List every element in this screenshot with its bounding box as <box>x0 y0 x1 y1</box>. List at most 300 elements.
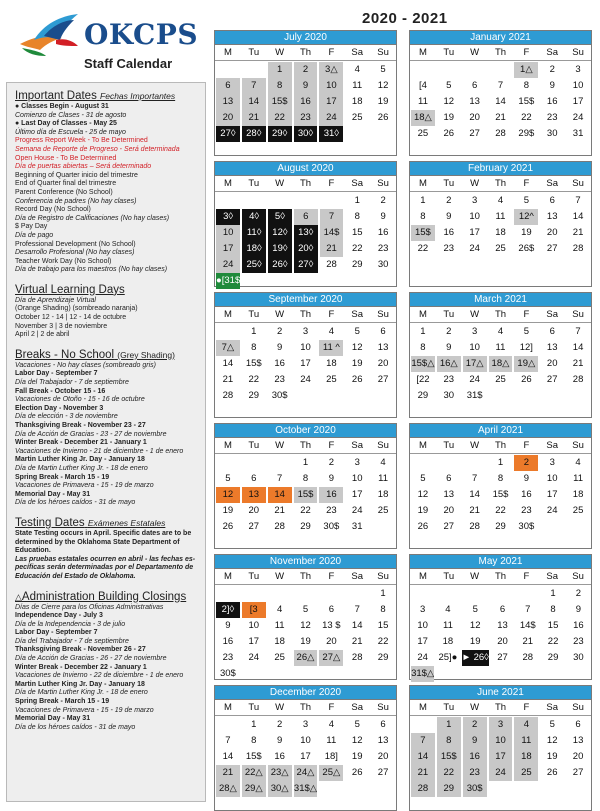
legend-panel <box>6 82 206 802</box>
day-cell: 20 <box>326 636 337 647</box>
empty-day-cell <box>371 519 395 535</box>
day-cell: 8 <box>420 342 426 353</box>
weekday-label: M <box>418 440 427 451</box>
empty-day-cell <box>540 781 564 797</box>
day-cell: 13 <box>443 489 455 500</box>
day-grid <box>215 585 396 682</box>
empty-day-cell <box>436 586 459 602</box>
legend-line: Día de Aprendizaje Virtual <box>15 296 96 304</box>
day-cell: 17 <box>319 94 343 110</box>
day-cell: 8 <box>354 211 360 222</box>
day-cell: 3 <box>471 326 478 337</box>
day-cell: 2 <box>575 588 581 599</box>
day-cell: 10 <box>319 78 343 94</box>
month-calendar <box>409 161 592 287</box>
day-cell: 24 <box>572 112 584 123</box>
day-cell: 17 <box>489 749 513 765</box>
month-title: December 2020 <box>215 686 396 700</box>
weekday-label: F <box>523 178 530 189</box>
day-cell: 6 <box>251 473 257 484</box>
day-cell: 30$ <box>219 668 236 679</box>
day-cell: 12] <box>519 342 533 353</box>
weekday-label: Th <box>494 440 507 451</box>
day-cell: 6 <box>471 80 478 91</box>
day-cell: 2 <box>328 457 334 468</box>
empty-day-cell <box>566 781 590 797</box>
day-cell: 30◊ <box>294 126 318 142</box>
month-calendar <box>214 161 397 287</box>
day-cell: 13 <box>572 735 584 746</box>
day-cell: 22 <box>547 636 559 647</box>
day-cell: 31 <box>572 128 584 139</box>
day-cell: 9 <box>380 211 386 222</box>
day-cell: 15$ <box>245 751 262 762</box>
day-cell: 24 <box>351 505 363 516</box>
day-cell: 2 <box>446 195 452 206</box>
weekday-label: Th <box>494 702 507 713</box>
month-title: August 2020 <box>215 162 396 176</box>
day-cell: 3 <box>354 457 360 468</box>
empty-day-cell <box>437 455 461 471</box>
day-cell: 14 <box>351 620 363 631</box>
day-cell: 28 <box>222 390 234 401</box>
day-cell: 25 <box>495 374 506 385</box>
day-cell: 3 <box>575 64 581 75</box>
day-cell: 17 <box>572 96 584 107</box>
empty-day-cell <box>319 388 343 404</box>
day-cell: 22 <box>352 243 363 254</box>
day-cell: 1 <box>497 457 504 468</box>
empty-day-cell <box>294 193 318 209</box>
day-cell: 11 <box>573 473 583 484</box>
legend-line: Professional Development (No School) <box>15 240 136 248</box>
weekday-label: Su <box>377 571 389 582</box>
legend-line: Parent Conference (No School) <box>15 188 113 196</box>
legend-line: Día de Registro de Calificaciones (No hay clases) <box>15 214 170 222</box>
day-cell: 15$ <box>437 749 461 765</box>
weekday-label: Su <box>572 702 584 713</box>
virtual-learning-heading: Virtual Learning Days <box>15 283 125 296</box>
day-cell: 28 <box>274 521 285 532</box>
day-cell: 19 <box>521 227 532 238</box>
day-cell: 11 <box>514 733 538 749</box>
empty-day-cell <box>437 62 461 78</box>
empty-day-cell <box>216 455 240 471</box>
empty-day-cell <box>491 666 514 682</box>
legend-line: Día de Acción de Gracias - 26 - 27 de noviembre <box>15 655 167 663</box>
legend-line: Thanksgiving Break - November 23 - 27 <box>15 422 146 429</box>
weekday-label: M <box>223 47 232 58</box>
weekday-header <box>410 438 591 454</box>
day-cell: 29 <box>495 521 506 532</box>
day-cell: 26 <box>351 374 363 385</box>
legend-line: Labor Day - September 7 <box>15 370 98 378</box>
weekday-header <box>410 307 591 323</box>
day-cell: 1 <box>550 588 556 599</box>
day-cell: 19 <box>417 505 429 516</box>
day-cell: 5 <box>380 64 386 75</box>
day-cell: 7 <box>320 209 344 225</box>
day-cell: 31◊ <box>319 126 343 142</box>
legend-line: Vacaciones de Invierno - 21 de diciembre - 1 de enero <box>15 447 184 455</box>
day-cell: 14 <box>411 749 435 765</box>
day-cell: 27 <box>497 652 508 663</box>
day-cell: 11 <box>417 96 428 107</box>
legend-line: Winter Break - December 22 - January 1 <box>15 663 147 671</box>
weekday-label: W <box>275 47 285 58</box>
day-cell: 22 <box>377 636 389 647</box>
day-cell: 8 <box>251 342 257 353</box>
weekday-label: W <box>275 702 285 713</box>
legend-line: Día de los héroes caídos - 31 de mayo <box>15 723 136 731</box>
day-cell: 20 <box>572 751 584 762</box>
day-cell: 20 <box>248 505 260 516</box>
day-cell: 21 <box>411 765 435 781</box>
empty-day-cell <box>371 126 395 142</box>
day-cell: 19 <box>222 505 234 516</box>
day-cell: 4 <box>354 64 360 75</box>
legend-line: (Orange Shading) (sombreado naranja) <box>15 305 138 313</box>
empty-day-cell <box>268 273 292 289</box>
day-cell: 16 <box>274 751 285 762</box>
day-cell: 12◊ <box>268 225 292 241</box>
weekday-label: Th <box>299 440 312 451</box>
day-cell: 24 <box>248 652 260 663</box>
day-grid <box>215 192 396 289</box>
day-cell: 23 <box>521 505 532 516</box>
day-cell: 25 <box>572 505 584 516</box>
month-calendar <box>214 685 397 811</box>
day-cell: 16 <box>546 96 558 107</box>
day-cell: 21 <box>351 636 363 647</box>
day-cell: 9 <box>276 735 283 746</box>
day-cell: 17 <box>417 636 428 647</box>
legend-line: Beginning of Quarter inicio del trimestre <box>15 171 138 179</box>
day-cell: 29◊ <box>268 126 292 142</box>
day-cell: 1 <box>420 195 426 206</box>
weekday-label: M <box>418 178 427 189</box>
empty-day-cell <box>489 781 513 797</box>
day-cell: 13 <box>242 487 266 503</box>
day-cell: 11 <box>442 620 453 631</box>
day-cell: 21 <box>522 636 534 647</box>
weekday-label: W <box>275 309 285 320</box>
day-cell: 12 <box>377 80 389 91</box>
brand-name: OKCPS <box>84 18 199 51</box>
day-cell: 23 <box>443 374 455 385</box>
day-cell: 15 <box>547 620 559 631</box>
day-cell: 18△ <box>411 110 435 126</box>
day-cell: 12^ <box>514 209 538 225</box>
day-cell: 22 <box>417 243 429 254</box>
day-cell: 5 <box>549 719 555 730</box>
legend-line: Comienzo de Clases - 31 de agosto <box>15 111 127 119</box>
day-cell: 7 <box>575 326 581 337</box>
month-calendar <box>409 685 592 811</box>
day-cell: 10 <box>300 735 311 746</box>
empty-day-cell <box>319 781 343 797</box>
legend-line: Día de elección - 3 de noviembre <box>15 413 118 421</box>
weekday-label: Su <box>377 309 389 320</box>
weekday-label: W <box>275 178 285 189</box>
day-cell: 28 <box>572 374 584 385</box>
day-cell: 19 <box>377 96 389 107</box>
day-cell: 15$ <box>492 489 509 500</box>
day-cell: 28 <box>411 781 435 797</box>
day-cell: 20 <box>377 751 389 762</box>
day-cell: 23 <box>222 652 234 663</box>
day-cell: 30$ <box>271 390 288 401</box>
weekday-label: Th <box>299 47 312 58</box>
day-cell: 5 <box>302 604 309 615</box>
day-cell: 16 <box>222 636 234 647</box>
day-cell: 30 <box>443 390 455 401</box>
day-cell: 6 <box>446 473 452 484</box>
legend-line: Educación del Estado de Oklahoma. <box>15 572 136 580</box>
legend-line: April 2 | 2 de abril <box>15 331 70 339</box>
empty-day-cell <box>489 62 513 78</box>
legend-line: Día del Trabajador - 7 de septiembre <box>15 379 129 387</box>
legend-line: Las pruebas estatales ocurren en abril - las fechas es- <box>15 555 196 563</box>
day-cell: 21 <box>216 765 240 781</box>
legend-line: Open House - To Be Determined <box>15 154 117 162</box>
day-cell: 22△ <box>242 765 266 781</box>
empty-day-cell <box>540 519 564 535</box>
day-cell: 12 <box>469 620 481 631</box>
month-calendar <box>409 30 592 156</box>
legend-line: Martin Luther King Jr. Day - January 18 <box>15 456 145 464</box>
day-cell: 26 <box>546 767 558 778</box>
weekday-label: Tu <box>443 309 455 320</box>
weekday-label: Sa <box>546 702 559 713</box>
day-cell: 27 <box>546 374 558 385</box>
day-cell: 7 <box>575 195 581 206</box>
day-cell: 19 <box>443 112 455 123</box>
weekday-label: F <box>328 178 335 189</box>
day-cell: 20 <box>216 110 240 126</box>
day-cell: 22 <box>300 505 311 516</box>
day-cell: 10 <box>248 620 260 631</box>
day-cell: 17 <box>300 751 311 762</box>
day-cell: 24 <box>216 257 240 273</box>
month-title: June 2021 <box>410 686 591 700</box>
empty-day-cell <box>242 455 266 471</box>
legend-line: Semana de Reporte de Progreso - Será determinada <box>15 145 180 153</box>
day-cell: 21 <box>572 358 584 369</box>
day-cell: 20 <box>497 636 508 647</box>
day-cell: 11 <box>495 342 506 353</box>
weekday-label: Tu <box>248 47 260 58</box>
legend-line: Conferencia de padres (No hay clases) <box>15 197 137 205</box>
legend-line: Vacaciones de Otoño - 15 - 16 de octubre <box>15 396 145 404</box>
empty-day-cell <box>345 781 369 797</box>
day-cell: 9 <box>463 733 487 749</box>
weekday-label: Sa <box>351 178 364 189</box>
day-cell: 7 <box>497 80 504 91</box>
day-cell: 6 <box>328 604 334 615</box>
day-cell: 4 <box>514 717 538 733</box>
virtual-learning-list <box>15 297 199 340</box>
empty-day-cell <box>516 666 539 682</box>
day-cell: 28 <box>572 243 584 254</box>
weekday-header <box>215 307 396 323</box>
day-cell: 5 <box>446 80 452 91</box>
day-cell: 17△ <box>463 356 487 372</box>
legend-line: End of Quarter final del trimestre <box>15 180 117 188</box>
month-title: April 2021 <box>410 424 591 438</box>
day-cell: 16 <box>294 94 318 110</box>
legend-line: ● Last Day of Classes - May 25 <box>15 120 117 128</box>
day-cell: 27 <box>377 767 389 778</box>
day-cell: 15$ <box>294 487 318 503</box>
breaks-heading: Breaks - No School (Grey Shading) <box>15 348 175 361</box>
weekday-label: W <box>275 440 285 451</box>
day-grid <box>410 323 591 404</box>
weekday-label: W <box>470 702 480 713</box>
day-cell: 13 $ <box>322 620 341 631</box>
day-cell: 21 <box>222 374 234 385</box>
empty-day-cell <box>345 126 369 142</box>
legend-line: Último día de Escuela - 25 de mayo <box>15 128 126 136</box>
day-cell: 9 <box>549 80 555 91</box>
day-cell: 19△ <box>514 356 538 372</box>
day-cell: 13 <box>377 342 389 353</box>
day-cell: 17 <box>216 241 240 257</box>
testing-dates-list <box>15 530 199 582</box>
day-cell: 24 <box>489 765 513 781</box>
empty-day-cell <box>411 586 434 602</box>
day-cell: 14 <box>222 751 234 762</box>
weekday-label: Th <box>299 309 312 320</box>
day-cell: 9 <box>575 604 581 615</box>
legend-line: Desarrollo Profesional (No hay clases) <box>15 249 135 257</box>
day-cell: 13 <box>216 94 240 110</box>
weekday-label: F <box>328 440 335 451</box>
day-cell: 25 <box>351 112 363 123</box>
day-cell: 24△ <box>294 765 318 781</box>
school-year: 2020 - 2021 <box>362 10 448 27</box>
day-cell: 16 <box>463 749 487 765</box>
day-cell: 21 <box>469 505 480 516</box>
weekday-label: Tu <box>443 702 455 713</box>
day-cell: 28 <box>469 521 480 532</box>
day-cell: 18 <box>326 358 337 369</box>
bird-logo-icon <box>16 10 86 60</box>
day-cell: 17 <box>300 358 311 369</box>
day-cell: 16 <box>319 487 343 503</box>
day-cell: 18 <box>351 96 363 107</box>
day-cell: 8 <box>268 78 292 94</box>
day-cell: 16 <box>443 227 455 238</box>
day-cell: 26 <box>222 521 234 532</box>
legend-line: Memorial Day - May 31 <box>15 490 91 498</box>
weekday-label: Tu <box>443 571 455 582</box>
empty-day-cell <box>566 388 590 404</box>
day-cell: 5 <box>225 473 231 484</box>
weekday-label: Th <box>494 309 507 320</box>
day-cell: 10 <box>469 342 480 353</box>
legend-line: Thanksgiving Break - November 26 - 27 <box>15 646 146 654</box>
day-cell: 13 <box>497 620 508 631</box>
important-dates-heading: Important Dates Fechas Importantes <box>15 90 176 102</box>
day-cell: 24 <box>469 374 480 385</box>
day-cell: 15$ <box>411 225 435 241</box>
day-cell: 16 <box>573 620 584 631</box>
empty-day-cell <box>463 62 487 78</box>
day-cell: 9 <box>276 342 283 353</box>
day-cell: 11 ^ <box>319 340 343 356</box>
day-cell: 16 <box>521 489 532 500</box>
day-cell: 4 <box>497 195 504 206</box>
weekday-header <box>410 45 591 61</box>
legend-line: Spring Break - March 15 - 19 <box>15 698 110 706</box>
legend-line: October 12 - 14 | 12 - 14 de octubre <box>15 314 127 322</box>
day-cell: 22 <box>248 374 260 385</box>
weekday-label: Su <box>377 440 389 451</box>
day-cell: 11 <box>274 620 285 631</box>
day-cell: 25◊ <box>242 257 266 273</box>
legend-line: Día de Martin Luther King Jr. - 18 de enero <box>15 464 148 472</box>
day-cell: 6 <box>216 78 240 94</box>
day-cell: 23△ <box>268 765 292 781</box>
day-cell: 18 <box>274 636 285 647</box>
day-cell: 19 <box>351 751 363 762</box>
day-grid <box>215 716 396 797</box>
day-cell: 12 <box>351 342 363 353</box>
day-cell: 21 <box>572 227 584 238</box>
day-cell: 1 <box>437 717 461 733</box>
day-cell: 18 <box>514 749 538 765</box>
weekday-header <box>410 700 591 716</box>
weekday-label: M <box>223 309 232 320</box>
empty-day-cell <box>242 193 266 209</box>
empty-day-cell <box>294 666 318 682</box>
weekday-label: Sa <box>546 440 559 451</box>
day-cell: 11 <box>326 735 337 746</box>
day-cell: [4 <box>418 80 427 91</box>
day-cell: 20 <box>469 112 480 123</box>
empty-day-cell <box>345 666 369 682</box>
day-cell: 14$ <box>519 620 536 631</box>
weekday-label: M <box>418 571 427 582</box>
empty-day-cell <box>294 273 318 289</box>
day-cell: 10 <box>546 473 558 484</box>
legend-line: Winter Break - December 21 - January 1 <box>15 439 147 447</box>
day-cell: 26 <box>417 521 429 532</box>
weekday-label: Th <box>494 47 507 58</box>
day-cell: 17 <box>248 636 260 647</box>
weekday-label: Su <box>572 47 584 58</box>
day-cell: 30 <box>546 128 558 139</box>
day-cell: 8 <box>251 735 257 746</box>
day-cell: 14 <box>469 489 480 500</box>
day-cell: 25△ <box>319 765 343 781</box>
day-cell: 22 <box>268 110 292 126</box>
empty-day-cell <box>268 586 292 602</box>
legend-line: Vacaciones de Primavera - 15 - 19 de marzo <box>15 482 154 490</box>
day-cell: 27◊ <box>216 126 240 142</box>
weekday-label: Sa <box>351 47 364 58</box>
day-cell: 8 <box>497 473 504 484</box>
legend-line: Día de trabajo para los maestros (No hay clases) <box>15 266 168 274</box>
weekday-label: Sa <box>546 571 559 582</box>
month-calendar <box>409 423 592 549</box>
empty-day-cell <box>319 586 343 602</box>
day-cell: 9 <box>225 620 231 631</box>
weekday-label: Th <box>299 571 312 582</box>
day-cell: 29△ <box>242 781 266 797</box>
day-cell: 29 <box>417 390 429 401</box>
